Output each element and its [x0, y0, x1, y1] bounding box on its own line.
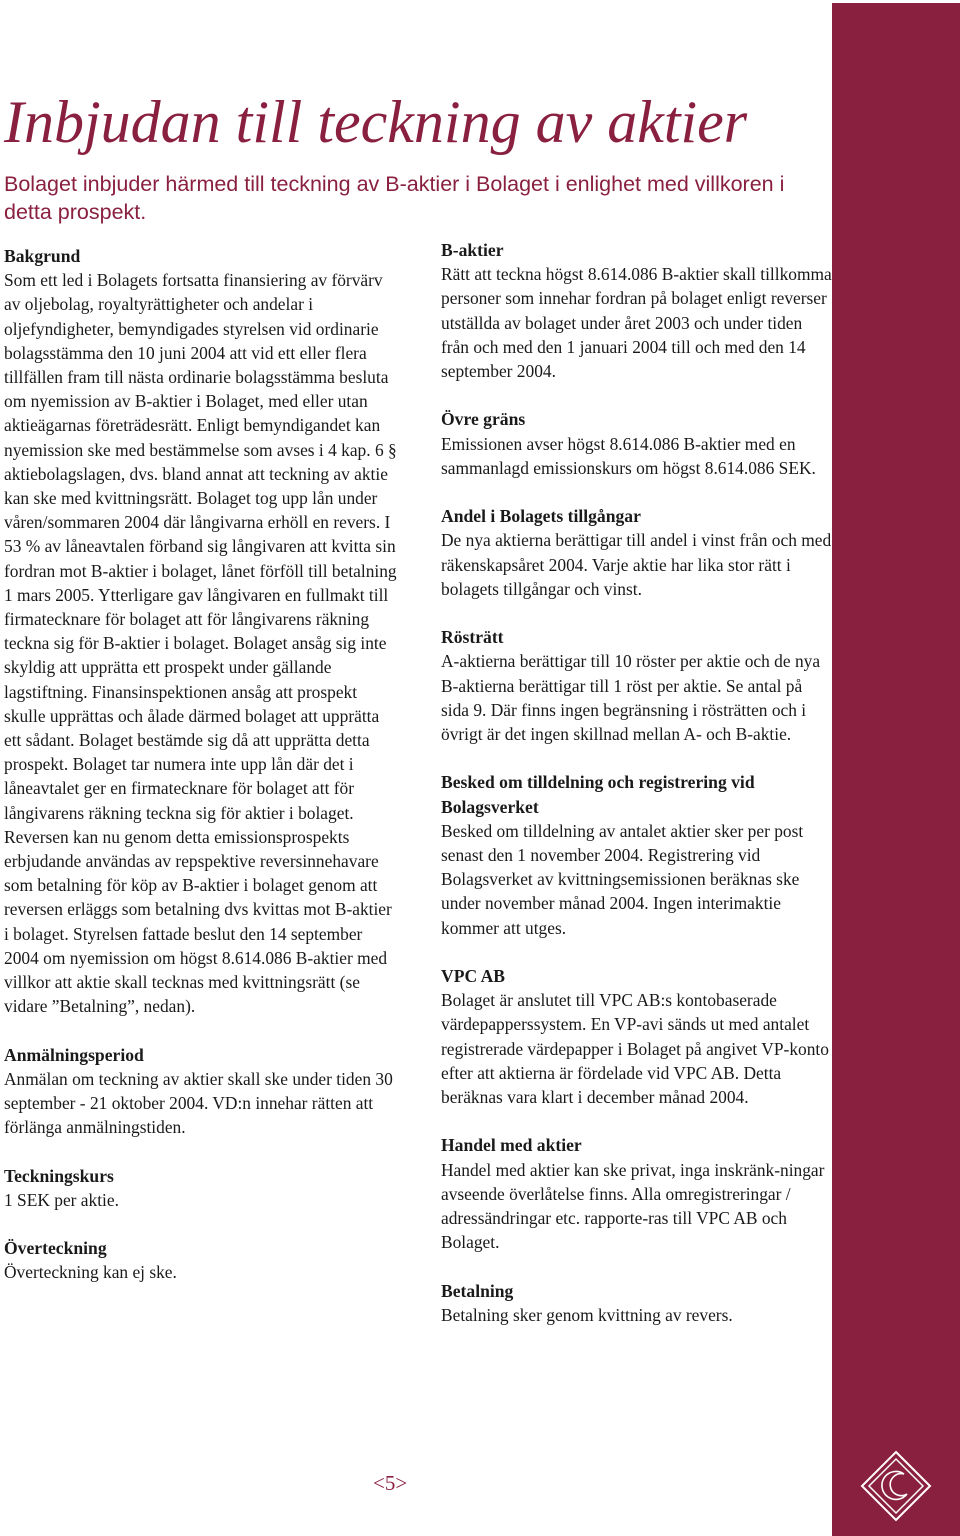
section-b-aktier: [441, 238, 833, 383]
section-body: Anmälan om teckning av aktier skall ske under tiden 30 september - 21 oktober 2004. VD:n innehar rätten att förlänga anmälningstiden.: [4, 1068, 393, 1138]
page-title: Inbjudan till teckning av aktier: [4, 89, 748, 155]
section-body: Rätt att teckna högst 8.614.086 B-aktier skall tillkomma personer som innehar fordran på bolaget enligt reverser utställda av bolaget under året 2003 och under tiden från och med den 1 januari 2004 till och med den 14 september 2004.: [441, 264, 832, 382]
section-body: Överteckning kan ej ske.: [4, 1262, 177, 1283]
left-column: [4, 244, 399, 1309]
section-betalning: [441, 1279, 833, 1327]
section-heading: Betalning: [441, 1280, 514, 1301]
section-heading: Andel i Bolagets tillgångar: [441, 506, 641, 527]
section-heading: Teckningskurs: [4, 1165, 114, 1186]
section-heading: Överteckning: [4, 1238, 107, 1259]
section-body: Emissionen avser högst 8.614.086 B-aktier med en sammanlagd emissionskurs om högst 8.614.086 SEK.: [441, 433, 816, 478]
page-number: <5>: [373, 1471, 408, 1495]
section-heading: Rösträtt: [441, 627, 504, 648]
section-heading: Övre gräns: [441, 409, 526, 430]
section-body: Bolaget är anslutet till VPC AB:s kontobaserade värdepapperssystem. En VP-avi sänds ut med antalet registrerade värdepapper i Bolaget på angivet VP-konto efter att aktierna är fördelade vid VPC AB. Detta beräknas vara klart i december månad 2004.: [441, 990, 829, 1108]
right-column: [441, 238, 833, 1351]
section-overteckning: [4, 1236, 399, 1284]
section-body: Besked om tilldelning av antalet aktier sker per post senast den 1 november 2004. Registrering vid Bolagsverket av kvittningsemissionen beräknas ske under november månad 2004. Ingen interimaktie kommer att utges.: [441, 820, 804, 938]
section-rostratt: [441, 625, 833, 746]
diamond-crescent-logo-icon: [860, 1450, 932, 1522]
section-heading: VPC AB: [441, 966, 506, 987]
section-heading: Anmälningsperiod: [4, 1044, 144, 1065]
section-heading: Handel med aktier: [441, 1135, 582, 1156]
section-bakgrund: [4, 244, 399, 1019]
section-heading: Besked om tilldelning och registrering vid Bolagsverket: [441, 772, 755, 817]
section-heading: Bakgrund: [4, 246, 81, 266]
section-heading: B-aktier: [441, 240, 504, 260]
section-besked-tilldelning: [441, 770, 833, 939]
section-body: 1 SEK per aktie.: [4, 1189, 119, 1210]
section-body: A-aktierna berättigar till 10 röster per aktie och de nya B-aktierna berättigar till 1 röst per aktie. Se antal på sida 9. Där finns ingen begränsning i rösträtten och i övrigt är det ingen skillnad mellan A- och B-aktie.: [441, 651, 821, 745]
section-body: Handel med aktier kan ske privat, inga inskränk-ningar avseende överlåtelse finns. Alla omregistreringar / adressändringar etc. rapporte-ras till VPC AB och Bolaget.: [441, 1159, 825, 1253]
sidebar-band: [832, 3, 960, 1536]
section-teckningskurs: [4, 1164, 399, 1212]
section-vpc-ab: [441, 964, 833, 1109]
section-body: Betalning sker genom kvittning av revers.: [441, 1304, 733, 1325]
page-subtitle: Bolaget inbjuder härmed till teckning av B-aktier i Bolaget i enlighet med villkoren i detta prospekt.: [4, 172, 785, 224]
section-anmalningsperiod: [4, 1043, 399, 1140]
section-ovre-grans: [441, 407, 833, 480]
section-body: De nya aktierna berättigar till andel i vinst från och med räkenskapsåret 2004. Varje aktie har lika stor rätt i bolagets tillgångar och vinst.: [441, 530, 832, 599]
section-body: Som ett led i Bolagets fortsatta finansiering av förvärv av oljebolag, royaltyrättigheter och andelar i oljefyndigheter, bemyndigades styrelsen vid ordinarie bolagsstämma den 10 juni 2004 att vid ett eller flera tillfällen fram till nästa ordinarie bolagsstämma besluta om nyemission av B-aktier i Bolaget, med eller utan aktieägarnas företrädesrätt. Enligt bemyndigandet kan nyemission ske med bestämmelse som avses i 4 kap. 6 § aktiebolagslagen, dvs. bland annat att teckning av aktie kan ske med kvittningsrätt. Bolaget tog upp lån under våren/sommaren 2004 där långivarna erhöll en revers. I 53 % av låneavtalen förband sig långivaren att kvitta sin fordran mot B-aktier i bolaget, lånet förföll till betalning 1 mars 2005. Ytterligare gav långivaren en fullmakt till firmatecknare för bolaget att för långivarens räkning teckna sig för B-aktier i bolaget. Bolaget ansåg sig inte skyldig att upprätta ett prospekt under gällande lagstiftning. Finansinspektionen ansåg att prospekt skulle upprättas och ålade därmed bolaget att upprätta ett sådant. Bolaget bestämde sig då att upprätta detta prospekt. Bolaget tar numera inte upp lån där det i låneavtalet ger en firmatecknare för bolaget att för långivarens räkning teckna sig för aktier i bolaget. Reversen kan nu genom detta emissionsprospekts erbjudande användas av repspektive reversinnehavare som betalning för köp av B-aktier i bolaget genom att reversen erläggs som betalning dvs kvittas mot B-aktier i bolaget. Styrelsen fattade beslut den 14 september 2004 om nyemission om högst 8.614.086 B-aktier med villkor att aktie skall tecknas med kvittningsrätt (se vidare ”Betalning”, nedan).: [4, 270, 397, 1017]
section-handel-med-aktier: [441, 1133, 833, 1254]
section-andel-tillgangar: [441, 504, 833, 601]
